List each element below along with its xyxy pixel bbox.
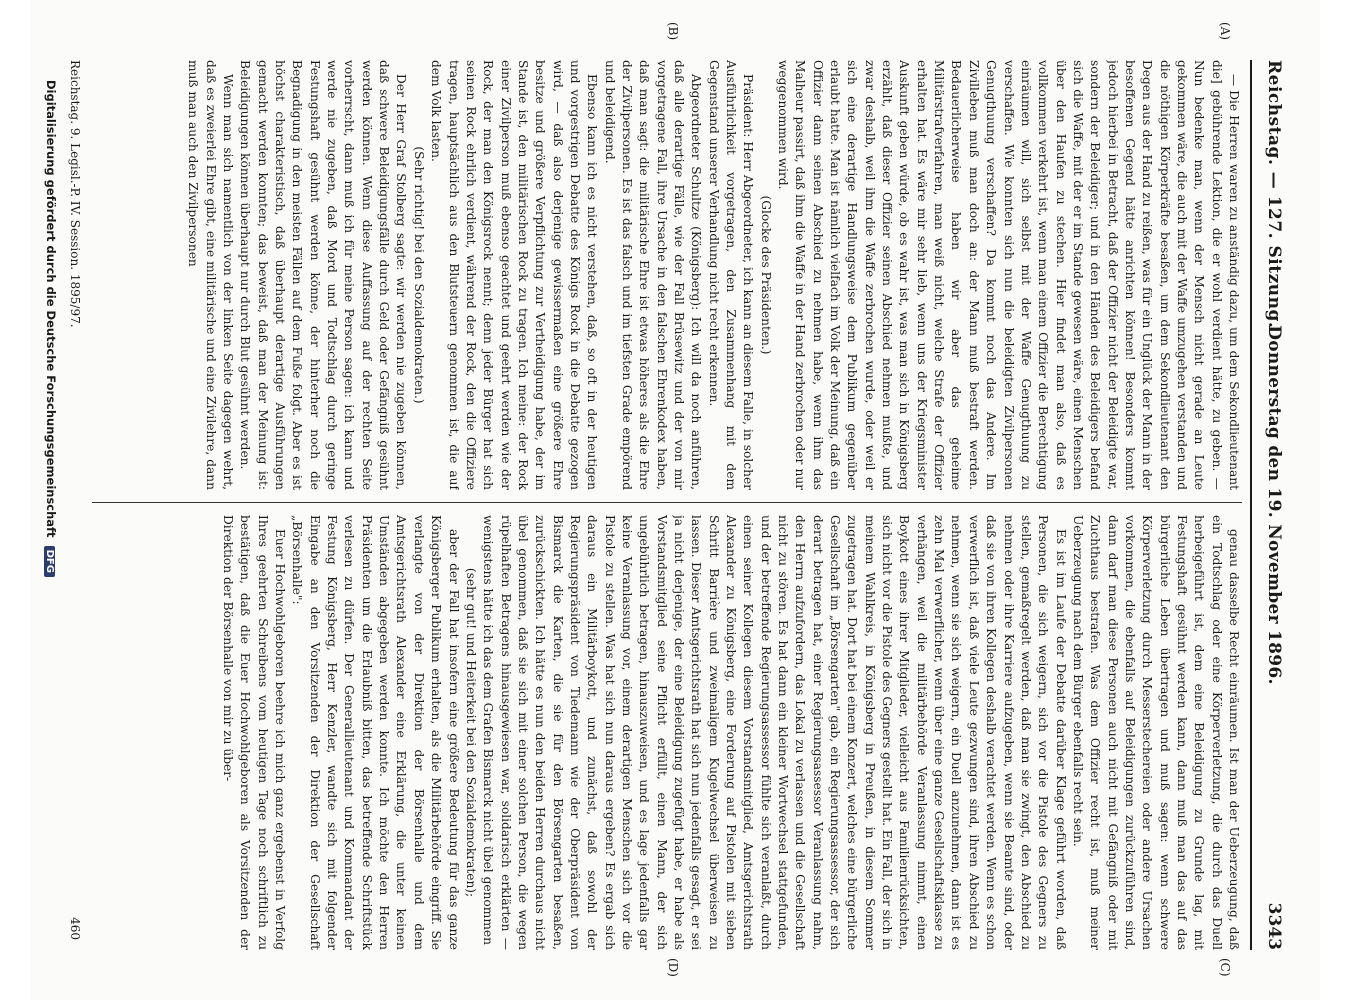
- paragraph: Es ist im Laufe der Debatte darüber Klage geführt worden, daß Personen, die sich weigern, sich vor die Pistole des Gegners zu stellen, gemaßregelt werden, daß man sie zwingt, den Abschied zu nehmen oder ihre Karriere aufzugeben, wenn sie Beamte sind, oder daß sie von ihren Kollegen deshalb verachtet werden. Wenn es schon verwerflich ist, daß viele Leute gezwungen sind, ihren Abschied zu nehmen, wenn sie sich weigern, ein Duell anzunehmen, dann ist es zehn Mal verwerflicher, wenn über eine ganze Gesellschaftsklasse zu verhängen, weil die militärbehörde Veranlassung nimmt, einen Boykott eines ihrer Mitglieder, vielleicht aus Familienrücksichten, sich nicht vor die Pistole des Gegners gestellt hat. Ein Fall, der sich in meinem Wahlkreis, in Königsberg in Preußen, in diesem Sommer zugetragen hat. Dort hat bei einem Konzert, welches eine bürgerliche Gesellschaft im „Börsengarten" gab, ein Regierungsassessor, der sich derart betragen hat, einer Regierungsassessor Veranlassung nahm, den Herrn aufzufordern, das Lokal zu verlassen und die Gesellschaft nicht zu stören. Es hat dann ein kleiner Wortwechsel stattgefunden, und der betreffende Regierungsassessor fühlte sich veranlaßt, durch einen seiner Kollegen diesem Vorstandsmitglied, Amtsgerichtsrath Alexander zu Königsberg, eine Forderung auf Pistolen mit sieben Schritt Barrière und zweimaligem Kugelwechsel überweisen zu lassen. Dieser Amtsgerichtsrath hat sich nun jedenfalls gesagt, er sei ja nicht derjenige, der eine Beleidigung zugefügt habe, er habe als Vorstandsmitglied seine Pflicht erfüllt, einen Mann, der sich ungebührlich betragen, hinauszuweisen, und es lage jedenfalls gar keine Veranlassung vor, einem derartigen Menschen sich vor die Pistole zu stellen. Was hat sich nun daraus ergeben? Es ergab sich daraus ein Militärboykott, und zunächst, daß sowohl der Regierungspräsident von Tiedemann wie der Oberpräsident von Bismarck die Karten, die sie für den Börsengarten besaßen, zurückschickten. Ich hätte es nun den beiden Herren durchaus nicht übel genommen, daß sie sich mit einer solchen Person, die wegen rüpelhaften Betragens hinausgewiesen war, solidarisch erklärten — wenigstens hätte ich das dem Grafen Bismarck nicht übel genommen: [481, 515, 1068, 950]
- header-rule: [1250, 60, 1252, 950]
- paragraph: Abgeordneter Schultze (Königsberg): Ich will da noch anführen, daß alle derartige Fälle, wie der Fall Brüsewitz und der von mir vorgetragene Fall, ihre Ursache in den falschen Ehrenkodex haben, daß man sagt: die militärische Ehre ist etwas höheres als die Ehre der Zivilpersonen. Es ist das falsch und im tiefsten Grade empörend und beleidigend.: [602, 60, 704, 490]
- margin-marker-c: (C): [1218, 958, 1232, 977]
- column-divider: [92, 502, 1242, 503]
- page-number: 3343: [1264, 902, 1284, 950]
- left-column: [92, 60, 1242, 490]
- paragraph: Wenn man sich namentlich von der linken Seite dagegen wehrt, daß es zweierlei Ehre gibt, eine militärische und eine Zivilehre, dann muß man auch den Zivilpersonen: [186, 60, 236, 490]
- paragraph: (Glocke des Präsidenten.): [758, 195, 773, 355]
- paragraph: (Sehr richtig! bei den Sozialdemokraten.): [411, 146, 426, 404]
- margin-marker-b: (B): [666, 22, 680, 41]
- paragraph: Ebenso kann ich es nicht verstehen, daß, so oft in der heutigen und vorgestrigen Debatte des Königs Rock in die Debatte gezogen wird, — daß also derjenige gewissermaßen eine größere Ehre besitze und größere Verpflichtung zur Vertheidigung habe, der im Stande ist, den militärischen Rock zu tragen. Ich meine: der Rock einer Zivilperson muß ebenso geachtet und geehrt werden wie der Rock, der man den Königsrock nennt; denn jeder Bürger hat sich seinen Rock ehrlich verdient, während der Rock, den die Offiziere tragen, hauptsächlich aus den Blutsteuern genommen ist, die auf dem Volk lasten.: [429, 60, 600, 490]
- header-date: Donnerstag den 19. November 1896.: [1264, 325, 1284, 685]
- paragraph: (sehr gut! und Heiterkeit bei den Sozialdemokraten);: [463, 567, 478, 898]
- margin-marker-d: (D): [666, 958, 680, 977]
- paragraph: Euer Hochwohlgeboren beehre ich mich ganz ergebenst in Verfolg Ihres geehrten Schreibens vom heutigen Tage noch schriftlich zu bestätigen, daß die Euer Hochwohlgeboren als Vorsitzenden der Direktion der Börsenhalle von mir zu über-: [221, 515, 288, 950]
- margin-marker-a: (A): [1218, 22, 1232, 41]
- dfg-logo: DFG: [44, 546, 55, 577]
- header-left: Reichstag. — 127. Sitzung.: [1264, 60, 1284, 329]
- footer-session: Reichstag. 9. Legisl.-P. IV. Session. 1895/97.: [68, 60, 82, 328]
- paragraph: genau dasselbe Recht einräumen. Ist man der Ueberzeugung, daß ein Todtschlag oder eine Körperverletzung, die durch das Duell herbeigeführt ist, dem eine Beleidigung zu Grunde lag, mit Festungshaft gesühnt werden kann, dann muß man das auf das bürgerliche Leben übertragen und muß sagen: wenn schwere Körperverletzung durch Messerstechereien oder andere Ursachen vorkommen, die ebenfalls auf Beleidigungen zurückzuführen sind, dann darf man diese Personen auch nicht mit Gefängniß oder mit Zuchthaus bestrafen. Was dem Offizier recht ist, muß meiner Ueberzeugung nach dem Bürger ebenfalls recht sein.: [1070, 515, 1241, 950]
- document-page: [30, 0, 1320, 1000]
- digitization-text: Digitalisierung gefördert durch die Deutsche Forschungsgemeinschaft: [44, 80, 58, 538]
- footer-sheet-number: 460: [68, 917, 82, 940]
- right-column: [92, 515, 1242, 950]
- paragraph: aber der Fall hat insofern eine größere Bedeutung für das ganze Königsberger Publikum erhalten, als die Militärbehörde eingriff. Sie verlangte von der Direktion der Börsenhalle und dem Amtsgerichtsrath Alexander eine Erklärung, die unter keinen Umständen abgegeben werden konnte. Ich möchte den Herren Präsidenten um die Erlaubniß bitten, das betreffende Schriftstück verlesen zu dürfen. Der Generallieutenant und Kommandant der Festung Königsberg, Herr Kenzler, wandte sich mit folgender Eingabe an den Vorsitzenden der Direktion der Gesellschaft „Börsenhalle":: [290, 515, 461, 950]
- paragraph: Präsident: Herr Abgeordneter, ich kann an diesem Falle, in solcher Ausführlichkeit vorgetragen, den Zusammenhang mit dem Gegenstand unserer Verhandlung nicht recht erkennen.: [706, 60, 756, 490]
- digitization-notice: [40, 80, 58, 940]
- page-header: [1254, 60, 1288, 950]
- paragraph: Der Herr Graf Stolberg sagte: wir werden nie zugeben können, daß schwere Beleidigungsfälle durch Geld oder Gefängniß gesühnt werden können. Wenn diese Auffassung auf der rechten Seite vorherrscht, dann muß ich für meine Person sagen: ich kann und werde nie zugeben, daß Mord und Todtschlag durch geringe Festungshaft gesühnt werden könne, der hinterher noch die Begnadigung in den meisten Fällen auf dem Fuße folgt. Aber es ist höchst charakteristisch, daß überhaupt derartige Ausführungen gemacht werden konnten; das beweist, daß man der Meinung ist: Beleidigungen können überhaupt nur durch Blut gesühnt werden.: [238, 60, 409, 490]
- paragraph: — Die Herren waren zu anständig dazu, um dem Sekondlieutenant die] gebührende Lektion, die er wohl verdient hätte, zu geben. — Nun bedenke man, wenn der Mensch nicht gerade an Leute gekommen wäre, die auch mit der Waffe umzugehen verstanden und die nöthigen Körperkräfte besaßen, um dem Sekondlieutenant den Degen aus der Hand zu reißen, was für ein Unglück der Mann in der besoffenen Gegend hätte anrichten können! Besonders kommt jedoch hierbei in Betracht, daß der Offizier nicht der Beleidigte war, sondern der Beleidiger; und in den Händen des Beleidigers befand sich die Waffe, mit der er im Stande gewesen wäre, einen Menschen über den Haufen zu stechen. Hier findet man also, daß es vollkommen verkehrt ist, wenn man einem Offizier die Berechtigung einräumen will, sich selbst mit der Waffe Genugthuung zu verschaffen. Wie konnten sich nun die beleidigten Zivilpersonen Genugthuung verschaffen? Da kommt noch das Andere. Im Zivilleben muß man doch an: der Mann muß bestraft werden. Bedauerlicherweise haben wir aber das geheime Militärstrafverfahren, man weiß nicht, welche Strafe der Offizier erhalten hat. Es wäre mir sehr lieb, wenn uns der Kriegsminister Auskunft geben würde, ob es wahr ist, was man sich in Königsberg erzählt, daß dieser Offizier seinen Abschied nehmen mußte, und zwar deshalb, weil ihm die Waffe zerbrochen wurde, oder weil er sich eine derartige Handlungsweise dem Publikum gegenüber erlaubt hatte. Man ist nämlich vielfach im Volk der Meinung, daß ein Offizier dann seinen Abschied zu nehmen habe, wenn ihm das Malheur passirt, daß ihm die Waffe in der Hand zerbrochen oder nur weggenommen wird.: [776, 60, 1241, 490]
